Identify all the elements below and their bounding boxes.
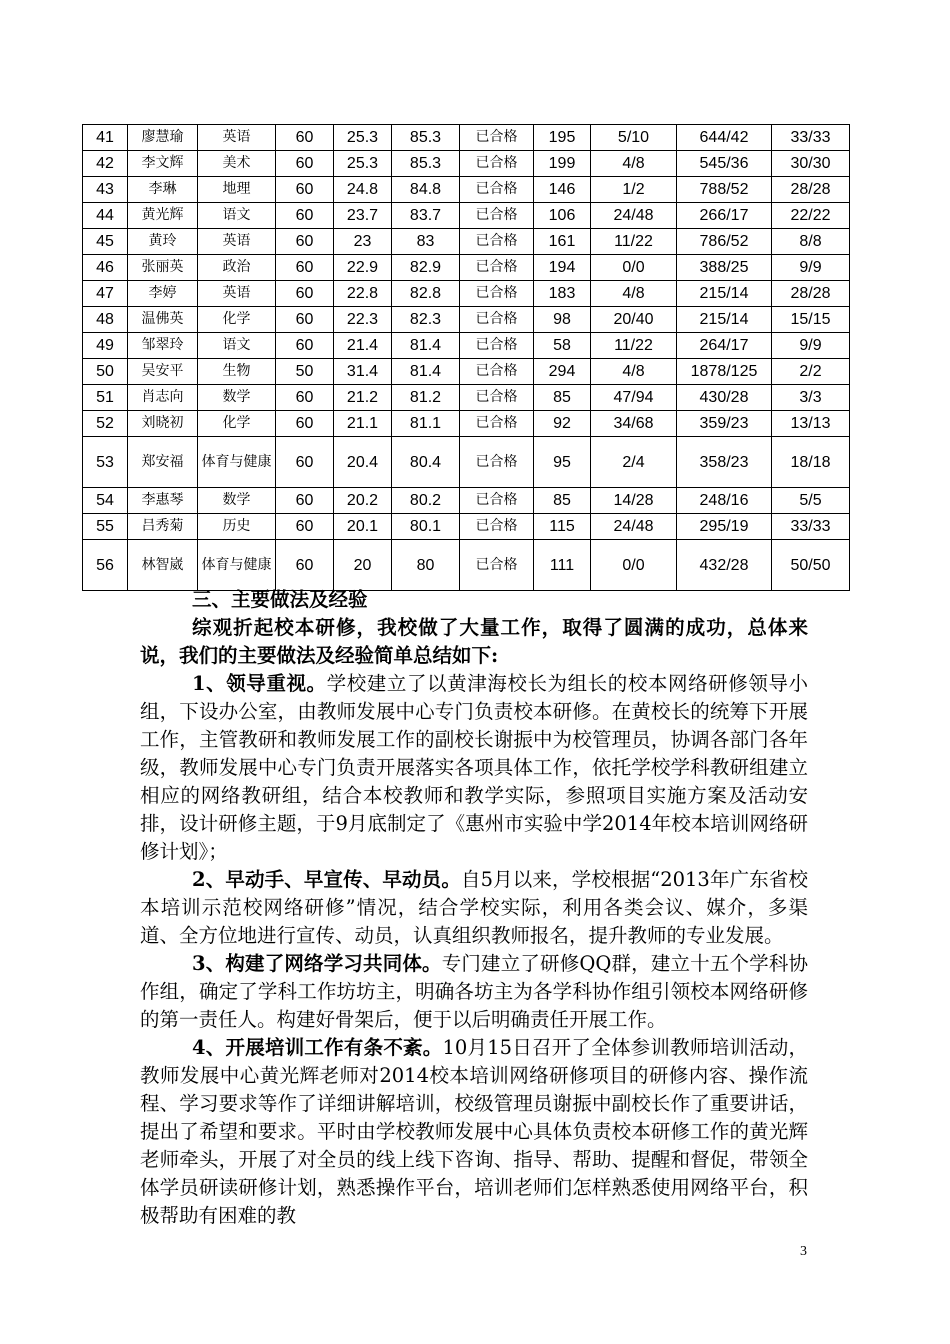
table-cell: 60 — [276, 514, 334, 540]
table-cell: 30/30 — [772, 151, 850, 177]
table-cell: 4/8 — [591, 281, 677, 307]
table-cell: 化学 — [198, 307, 276, 333]
table-cell: 60 — [276, 333, 334, 359]
table-cell: 47/94 — [591, 385, 677, 411]
table-cell: 41 — [83, 125, 128, 151]
table-cell: 161 — [534, 229, 591, 255]
table-cell: 82.8 — [392, 281, 460, 307]
table-cell: 85 — [534, 488, 591, 514]
table-cell: 80.1 — [392, 514, 460, 540]
table-cell: 廖慧瑜 — [128, 125, 198, 151]
table-cell: 23 — [334, 229, 392, 255]
table-cell: 李琳 — [128, 177, 198, 203]
table-cell: 郑安福 — [128, 437, 198, 488]
table-cell: 33/33 — [772, 514, 850, 540]
table-row — [83, 488, 850, 514]
table-cell: 24.8 — [334, 177, 392, 203]
table-cell: 4/8 — [591, 359, 677, 385]
table-cell: 60 — [276, 151, 334, 177]
table-cell: 81.4 — [392, 359, 460, 385]
table-cell: 21.4 — [334, 333, 392, 359]
table-cell: 8/8 — [772, 229, 850, 255]
table-cell: 吴安平 — [128, 359, 198, 385]
table-cell: 81.1 — [392, 411, 460, 437]
table-cell: 2/2 — [772, 359, 850, 385]
table-cell: 22.3 — [334, 307, 392, 333]
table-cell: 23.7 — [334, 203, 392, 229]
table-cell: 84.8 — [392, 177, 460, 203]
table-cell: 43 — [83, 177, 128, 203]
table-cell: 60 — [276, 203, 334, 229]
table-cell: 体育与健康 — [198, 437, 276, 488]
table-cell: 358/23 — [677, 437, 772, 488]
table-row — [83, 229, 850, 255]
table-row — [83, 333, 850, 359]
table-cell: 14/28 — [591, 488, 677, 514]
table-cell: 黄光辉 — [128, 203, 198, 229]
table-row — [83, 307, 850, 333]
table-cell: 英语 — [198, 229, 276, 255]
table-cell: 20.4 — [334, 437, 392, 488]
table-cell: 51 — [83, 385, 128, 411]
table-row — [83, 125, 850, 151]
table-cell: 已合格 — [460, 255, 534, 281]
table-cell: 44 — [83, 203, 128, 229]
table-cell: 语文 — [198, 203, 276, 229]
table-cell: 85.3 — [392, 125, 460, 151]
table-cell: 21.2 — [334, 385, 392, 411]
table-cell: 430/28 — [677, 385, 772, 411]
section-heading: 三、主要做法及经验 — [192, 588, 368, 611]
table-cell: 60 — [276, 281, 334, 307]
table-cell: 92 — [534, 411, 591, 437]
table-cell: 60 — [276, 229, 334, 255]
table-cell: 199 — [534, 151, 591, 177]
table-cell: 25.3 — [334, 125, 392, 151]
table-cell: 已合格 — [460, 385, 534, 411]
table-cell: 24/48 — [591, 203, 677, 229]
table-cell: 已合格 — [460, 488, 534, 514]
table-cell: 20.2 — [334, 488, 392, 514]
table-cell: 215/14 — [677, 307, 772, 333]
table-cell: 264/17 — [677, 333, 772, 359]
table-cell: 生物 — [198, 359, 276, 385]
table-cell: 81.2 — [392, 385, 460, 411]
table-row — [83, 540, 850, 591]
table-cell: 359/23 — [677, 411, 772, 437]
table-cell: 吕秀菊 — [128, 514, 198, 540]
table-cell: 50/50 — [772, 540, 850, 591]
table-cell: 53 — [83, 437, 128, 488]
table-cell: 115 — [534, 514, 591, 540]
table-cell: 788/52 — [677, 177, 772, 203]
table-cell: 3/3 — [772, 385, 850, 411]
table-cell: 52 — [83, 411, 128, 437]
table-cell: 60 — [276, 255, 334, 281]
table-cell: 49 — [83, 333, 128, 359]
table-row — [83, 255, 850, 281]
table-cell: 80.4 — [392, 437, 460, 488]
paragraph-early-action — [140, 866, 808, 950]
table-cell: 0/0 — [591, 540, 677, 591]
table-cell: 183 — [534, 281, 591, 307]
table-cell: 邹翠玲 — [128, 333, 198, 359]
table-row — [83, 203, 850, 229]
table-cell: 295/19 — [677, 514, 772, 540]
table-cell: 54 — [83, 488, 128, 514]
table-cell: 9/9 — [772, 255, 850, 281]
table-cell: 95 — [534, 437, 591, 488]
table-cell: 已合格 — [460, 359, 534, 385]
table-cell: 温佛英 — [128, 307, 198, 333]
table-cell: 15/15 — [772, 307, 850, 333]
table-cell: 194 — [534, 255, 591, 281]
paragraph-lead: 3、构建了网络学习共同体。 — [192, 952, 442, 975]
table-cell: 体育与健康 — [198, 540, 276, 591]
table-cell: 85 — [534, 385, 591, 411]
table-cell: 58 — [534, 333, 591, 359]
table-cell: 已合格 — [460, 540, 534, 591]
table-cell: 60 — [276, 411, 334, 437]
table-cell: 已合格 — [460, 203, 534, 229]
paragraph-text: 学校建立了以黄津海校长为组长的校本网络研修领导小组，下设办公室，由教师发展中心专门负责校本研修。在黄校长的统筹下开展工作，主管教研和教师发展工作的副校长谢振中为校管理员，协调各部门各年级，教师发展中心专门负责开展落实各项具体工作，依托学校学科教研组建立相应的网络教研组，结合本校教师和教学实际，参照项目实施方案及活动安排，设计研修主题，于9月底制定了《惠州市实验中学2014年校本培训网络研修计划》； — [140, 672, 808, 863]
table-cell: 肖志向 — [128, 385, 198, 411]
paragraph-training — [140, 1034, 808, 1230]
table-cell: 政治 — [198, 255, 276, 281]
table-cell: 85.3 — [392, 151, 460, 177]
table-cell: 已合格 — [460, 514, 534, 540]
table-cell: 294 — [534, 359, 591, 385]
table-cell: 数学 — [198, 385, 276, 411]
table-cell: 45 — [83, 229, 128, 255]
table-cell: 28/28 — [772, 281, 850, 307]
table-cell: 5/5 — [772, 488, 850, 514]
table-cell: 46 — [83, 255, 128, 281]
table-cell: 5/10 — [591, 125, 677, 151]
paragraph-lead: 4、开展培训工作有条不紊。 — [192, 1036, 443, 1059]
table-cell: 0/0 — [591, 255, 677, 281]
table-cell: 22/22 — [772, 203, 850, 229]
section-intro: 综观折起校本研修，我校做了大量工作，取得了圆满的成功，总体来说，我们的主要做法及经验简单总结如下: — [140, 616, 808, 667]
table-cell: 42 — [83, 151, 128, 177]
table-cell: 已合格 — [460, 151, 534, 177]
table-cell: 22.8 — [334, 281, 392, 307]
table-cell: 111 — [534, 540, 591, 591]
table-cell: 20.1 — [334, 514, 392, 540]
table-row — [83, 281, 850, 307]
page-number: 3 — [800, 1244, 807, 1259]
table-cell: 786/52 — [677, 229, 772, 255]
table-cell: 13/13 — [772, 411, 850, 437]
paragraph-community — [140, 950, 808, 1034]
table-cell: 60 — [276, 125, 334, 151]
table-cell: 24/48 — [591, 514, 677, 540]
table-cell: 22.9 — [334, 255, 392, 281]
table-cell: 25.3 — [334, 151, 392, 177]
table-cell: 56 — [83, 540, 128, 591]
paragraph-leadership — [140, 670, 808, 866]
table-cell: 20/40 — [591, 307, 677, 333]
paragraph-text: 自5月以来，学校根据“2013年广东省校本培训示范校网络研修”情况，结合学校实际，利用各类会议、媒介，多渠道、全方位地进行宣传、动员，认真组织教师报名，提升教师的专业发展。 — [140, 868, 808, 947]
table-row — [83, 177, 850, 203]
paragraph-lead: 2、早动手、早宣传、早动员。 — [192, 868, 461, 891]
paragraph-text: 10月15日召开了全体参训教师培训活动，教师发展中心黄光辉老师对2014校本培训网络研修项目的研修内容、操作流程、学习要求等作了详细讲解培训，校级管理员谢振中副校长作了重要讲话，提出了希望和要求。平时由学校教师发展中心具体负责校本研修工作的黄光辉老师牵头，开展了对全员的线上线下咨询、指导、帮助、提醒和督促，带领全体学员研读研修计划，熟悉操作平台，培训老师们怎样熟悉使用网络平台，积极帮助有困难的教 — [140, 1036, 808, 1227]
table-cell: 80 — [392, 540, 460, 591]
table-row — [83, 359, 850, 385]
table-cell: 545/36 — [677, 151, 772, 177]
table-cell: 33/33 — [772, 125, 850, 151]
table-cell: 李惠琴 — [128, 488, 198, 514]
table-cell: 34/68 — [591, 411, 677, 437]
table-cell: 语文 — [198, 333, 276, 359]
table-cell: 李文辉 — [128, 151, 198, 177]
table-row — [83, 385, 850, 411]
table-cell: 98 — [534, 307, 591, 333]
table-row — [83, 151, 850, 177]
table-cell: 82.9 — [392, 255, 460, 281]
table-cell: 18/18 — [772, 437, 850, 488]
table-row — [83, 514, 850, 540]
table-row — [83, 411, 850, 437]
table-cell: 已合格 — [460, 411, 534, 437]
table-cell: 83.7 — [392, 203, 460, 229]
table-row — [83, 437, 850, 488]
table-cell: 数学 — [198, 488, 276, 514]
table-cell: 2/4 — [591, 437, 677, 488]
main-text — [140, 586, 808, 1230]
table-cell: 刘晓初 — [128, 411, 198, 437]
table-cell: 432/28 — [677, 540, 772, 591]
paragraph-text: 专门建立了研修QQ群，建立十五个学科协作组，确定了学科工作坊坊主，明确各坊主为各学科协作组引领校本网络研修的第一责任人。构建好骨架后，便于以后明确责任开展工作。 — [140, 952, 808, 1031]
table-cell: 106 — [534, 203, 591, 229]
table-cell: 历史 — [198, 514, 276, 540]
table-cell: 60 — [276, 385, 334, 411]
table-cell: 28/28 — [772, 177, 850, 203]
table-cell: 1878/125 — [677, 359, 772, 385]
table-cell: 60 — [276, 437, 334, 488]
table-cell: 林智崴 — [128, 540, 198, 591]
table-cell: 黄玲 — [128, 229, 198, 255]
table-cell: 美术 — [198, 151, 276, 177]
table-cell: 张丽英 — [128, 255, 198, 281]
table-cell: 11/22 — [591, 333, 677, 359]
table-cell: 266/17 — [677, 203, 772, 229]
table-cell: 644/42 — [677, 125, 772, 151]
table-cell: 英语 — [198, 281, 276, 307]
table-cell: 11/22 — [591, 229, 677, 255]
table-cell: 已合格 — [460, 333, 534, 359]
table-cell: 已合格 — [460, 177, 534, 203]
table-cell: 已合格 — [460, 437, 534, 488]
table-cell: 248/16 — [677, 488, 772, 514]
table-cell: 60 — [276, 307, 334, 333]
table-cell: 已合格 — [460, 307, 534, 333]
table-cell: 已合格 — [460, 125, 534, 151]
table-cell: 388/25 — [677, 255, 772, 281]
table-cell: 地理 — [198, 177, 276, 203]
table-cell: 已合格 — [460, 229, 534, 255]
table-cell: 9/9 — [772, 333, 850, 359]
table-cell: 31.4 — [334, 359, 392, 385]
table-cell: 215/14 — [677, 281, 772, 307]
table-cell: 47 — [83, 281, 128, 307]
table-cell: 60 — [276, 488, 334, 514]
table-cell: 81.4 — [392, 333, 460, 359]
table-cell: 50 — [83, 359, 128, 385]
table-cell: 80.2 — [392, 488, 460, 514]
table-cell: 48 — [83, 307, 128, 333]
table-cell: 195 — [534, 125, 591, 151]
table-cell: 83 — [392, 229, 460, 255]
table-cell: 55 — [83, 514, 128, 540]
table-cell: 50 — [276, 359, 334, 385]
table-cell: 化学 — [198, 411, 276, 437]
table-cell: 英语 — [198, 125, 276, 151]
table-cell: 4/8 — [591, 151, 677, 177]
table-cell: 21.1 — [334, 411, 392, 437]
table-body — [83, 125, 850, 591]
table-cell: 已合格 — [460, 281, 534, 307]
table-cell: 60 — [276, 177, 334, 203]
table-cell: 20 — [334, 540, 392, 591]
table-cell: 1/2 — [591, 177, 677, 203]
table-cell: 李婷 — [128, 281, 198, 307]
table-cell: 60 — [276, 540, 334, 591]
paragraph-lead: 1、领导重视。 — [192, 672, 327, 695]
table-cell: 82.3 — [392, 307, 460, 333]
table-cell: 146 — [534, 177, 591, 203]
results-table — [82, 124, 850, 591]
